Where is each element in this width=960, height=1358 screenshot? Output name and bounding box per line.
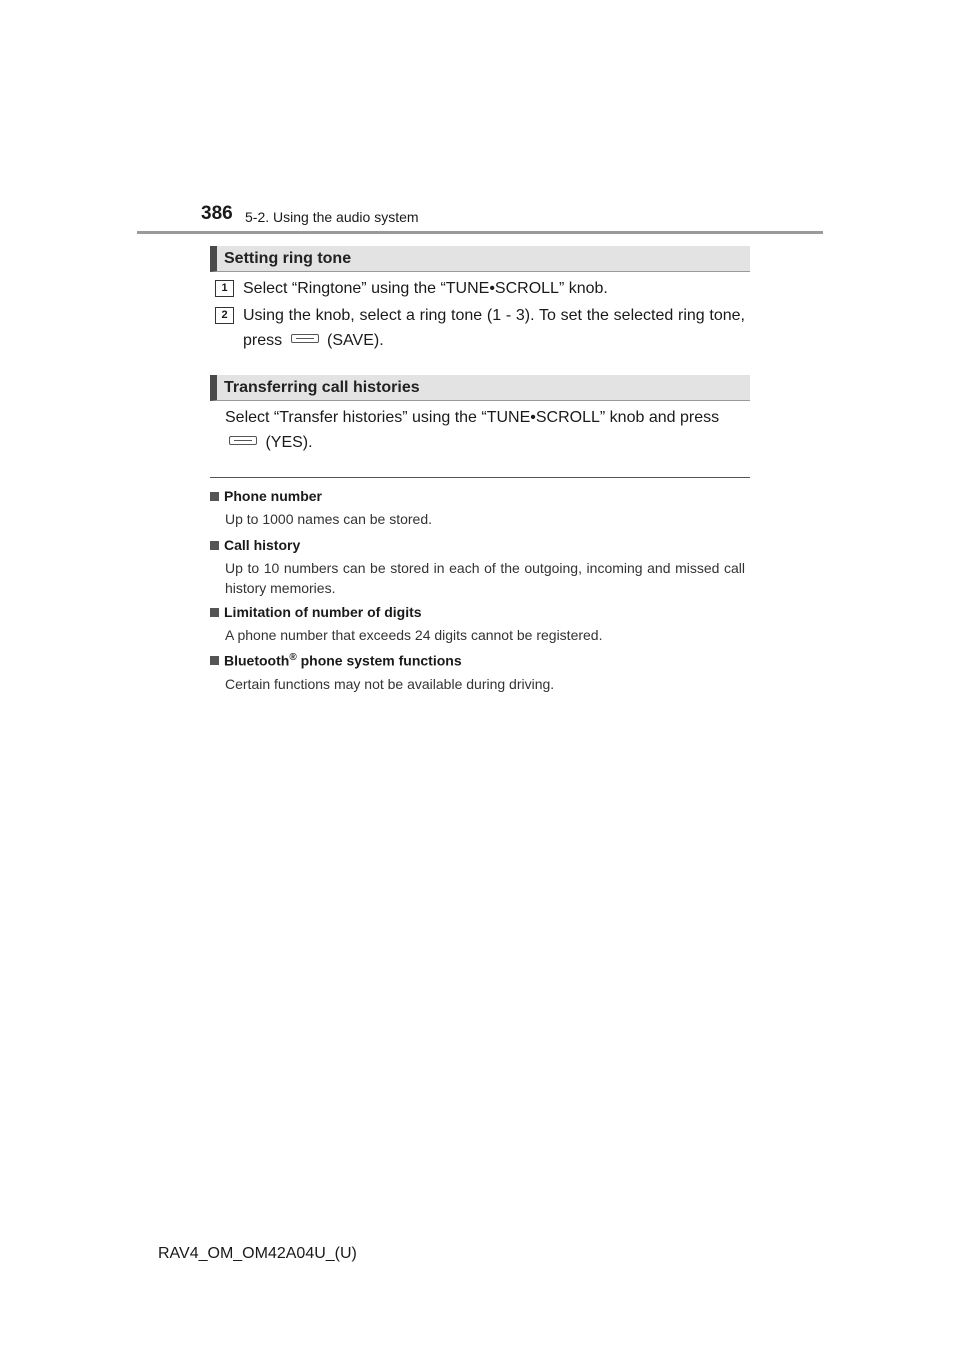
note-title [210,537,300,553]
step-1-text: Select “Ringtone” using the “TUNE•SCROLL” knob. [243,280,608,297]
note-body: Up to 10 numbers can be stored in each of the outgoing, incoming and missed call history memories. [225,560,745,596]
transfer-instruction [225,405,747,455]
footer-doc-code: RAV4_OM_OM42A04U_(U) [158,1245,357,1262]
step-number-1: 1 [215,280,234,297]
heading-transferring-call-histories [210,375,750,401]
step-2-text-before: Using the knob, select a ring tone (1 - 3). To set the selected ring tone, press [243,307,745,349]
note-title [210,652,462,669]
note-title-text: Call history [224,537,301,553]
step-2-text [243,303,745,353]
transfer-text-before: Select “Transfer histories” using the “TUNE•SCROLL” knob and press [225,409,720,426]
yes-button-icon [229,436,257,445]
heading-setting-ring-tone [210,246,750,272]
step-number-2: 2 [215,307,234,324]
note-title-text: Bluetooth [224,652,290,669]
heading-label: Setting ring tone [224,250,352,267]
registered-mark: ® [289,652,297,663]
note-title [210,604,422,620]
heading-label: Transferring call histories [224,379,420,396]
note-body: A phone number that exceeds 24 digits cannot be registered. [225,627,603,643]
section-divider [210,477,750,478]
note-body: Certain functions may not be available during driving. [225,676,555,692]
header-rule [137,231,823,234]
note-title-text: Limitation of number of digits [224,604,422,620]
note-title-text: Phone number [224,488,323,504]
save-button-icon [291,334,319,343]
note-title-text: phone system functions [296,652,462,669]
note-body: Up to 1000 names can be stored. [225,511,433,527]
square-bullet-icon [210,656,219,665]
note-title [210,488,322,504]
page-number: 386 [201,203,233,224]
square-bullet-icon [210,492,219,501]
transfer-text-after: (YES). [265,434,313,451]
square-bullet-icon [210,608,219,617]
section-title: 5-2. Using the audio system [245,209,419,225]
square-bullet-icon [210,541,219,550]
step-2-text-after: (SAVE). [327,332,384,349]
